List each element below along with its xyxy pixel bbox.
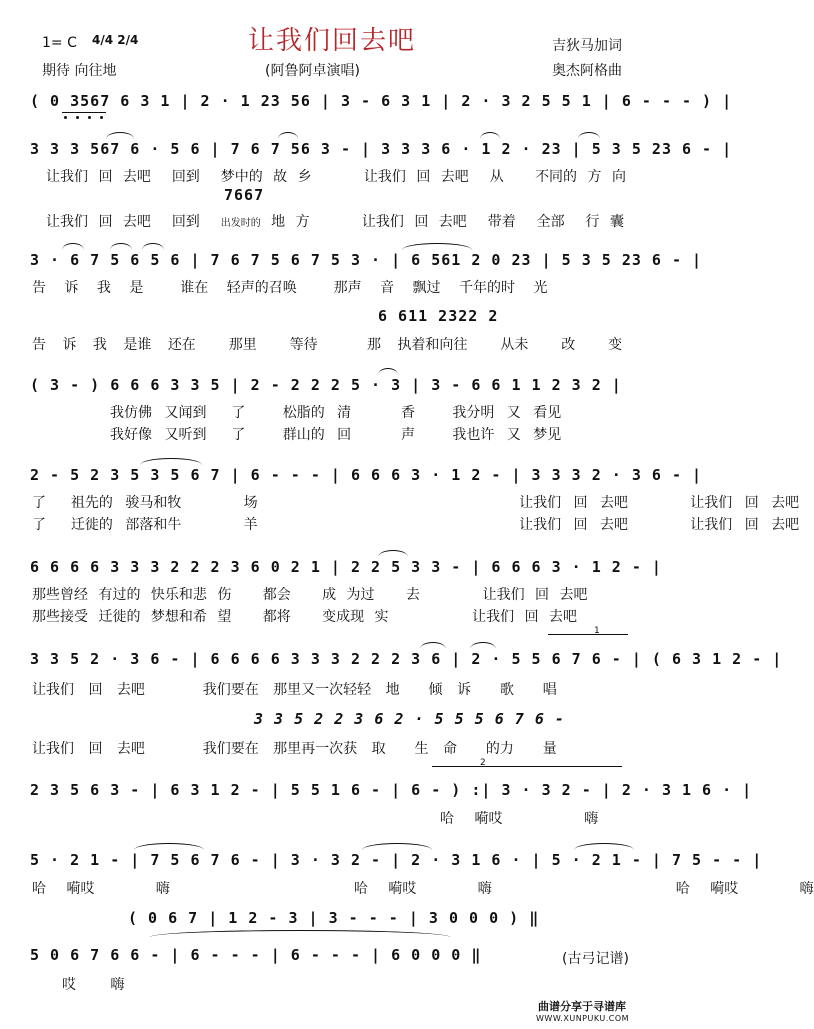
slur <box>140 458 202 465</box>
slur <box>106 132 134 139</box>
alt-notes-line-6: 3 3 5 2 2 3 6 2 · 5 5 5 6 7 6 - <box>254 710 565 728</box>
lyrics-line-3-verse-2: 我好像 又听到 了 群山的 回 声 我也许 又 梦见 <box>110 427 562 443</box>
lyrics-line-1-verse-2: 让我们 回 去吧 回到 出发时的 地 方 让我们 回 去吧 带着 全部 行 囊 <box>46 214 624 230</box>
octave-dot <box>64 116 67 119</box>
lyrics-line-4-verse-1: 了 祖先的 骏马和牧 场 让我们 回 去吧 让我们 回 去吧 <box>32 495 800 511</box>
octave-dot <box>76 116 79 119</box>
lyrics-line-3-verse-1: 我仿佛 又闻到 了 松脂的 清 香 我分明 又 看见 <box>110 405 562 421</box>
lyrics-line-8: 哈 嗬哎 嗨 哈 嗬哎 嗨 哈 嗬哎 嗨 <box>32 881 814 897</box>
intro-notes: ( 0 3567 6 3 1 | 2 · 1 23 56 | 3 - 6 3 1 | 2 · 3 2 5 5 1 | 6 - - - ) | <box>30 92 733 110</box>
composer: 奥杰阿格曲 <box>552 63 622 79</box>
octave-dot <box>88 116 91 119</box>
melody-line-7: 2 3 5 6 3 - | 6 3 1 2 - | 5 5 1 6 - | 6 - ) :| 3 · 3 2 - | 2 · 3 1 6 · | <box>30 781 753 799</box>
melody-line-5: 6 6 6 6 3 3 3 2 2 2 3 6 0 2 1 | 2 2 5 3 3 - | 6 6 6 3 · 1 2 - | <box>30 558 662 576</box>
slur <box>378 368 398 375</box>
melody-line-8: 5 · 2 1 - | 7 5 6 7 6 - | 3 · 3 2 - | 2 · 3 1 6 · | 5 · 2 1 - | 7 5 - - | <box>30 851 763 869</box>
slur <box>578 132 600 139</box>
volta-number-2: 2 <box>480 758 486 768</box>
lyrics-line-5-verse-1: 那些曾经 有过的 快乐和悲 伤 都会 成 为过 去 让我们 回 去吧 <box>32 587 588 603</box>
tie <box>150 930 450 937</box>
slur <box>142 243 164 250</box>
lyrics-line-7: 哈 嗬哎 嗨 <box>440 811 599 827</box>
footer-site: 曲谱分享于寻谱库 <box>538 1000 626 1013</box>
slur <box>110 243 132 250</box>
beam <box>62 112 106 113</box>
key-signature: 1= C <box>42 35 77 51</box>
melody-line-9-upper: ( 0 6 7 | 1 2 - 3 | 3 - - - | 3 0 0 0 ) ‖ <box>128 909 540 927</box>
lyrics-line-9: 哎 嗨 <box>62 977 125 993</box>
lyrics-line-1-verse-1: 让我们 回 去吧 回到 梦中的 故 乡 让我们 回 去吧 从 不同的 方 向 <box>46 169 626 185</box>
tempo-marking: 期待 向往地 <box>42 63 117 79</box>
slur <box>480 132 500 139</box>
melody-line-6: 3 3 5 2 · 3 6 - | 6 6 6 6 3 3 3 2 2 2 3 6 | 2 · 5 5 6 7 6 - | ( 6 3 1 2 - | <box>30 650 783 668</box>
lyrics-line-4-verse-2: 了 迁徙的 部落和牛 羊 让我们 回 去吧 让我们 回 去吧 <box>32 517 800 533</box>
melody-line-3: ( 3 - ) 6 6 6 3 3 5 | 2 - 2 2 2 5 · 3 | 3 - 6 6 1 1 2 3 2 | <box>30 376 622 394</box>
melody-line-2: 3 · 6 7 5 6 5 6 | 7 6 7 5 6 7 5 3 · | 6 561 2 0 23 | 5 3 5 23 6 - | <box>30 251 703 269</box>
song-title: 让我们回去吧 <box>248 26 417 56</box>
melody-line-1: 3 3 3 567 6 · 5 6 | 7 6 7 56 3 - | 3 3 3 6 · 1 2 · 23 | 5 3 5 23 6 - | <box>30 140 733 158</box>
slur <box>62 243 84 250</box>
lyrics-line-6-verse-1: 让我们 回 去吧 我们要在 那里又一次轻轻 地 倾 诉 歌 唱 <box>32 682 557 698</box>
alt-notes-line-1: 7667 <box>224 186 265 204</box>
slur <box>134 843 204 850</box>
singer: (阿鲁阿卓演唱) <box>265 63 360 79</box>
alt-notes-line-2: 6 611 2322 2 <box>378 307 499 325</box>
slur <box>378 550 408 557</box>
transcriber-note: (古弓记谱) <box>562 951 629 967</box>
volta-number-1: 1 <box>594 626 600 636</box>
octave-dot <box>100 116 103 119</box>
lyrics-line-2-verse-1: 告 诉 我 是 谁在 轻声的召唤 那声 音 飘过 千年的时 光 <box>32 280 548 296</box>
slur <box>278 132 298 139</box>
volta-bracket-1 <box>548 634 628 635</box>
lyrics-line-2-verse-2: 告 诉 我 是谁 还在 那里 等待 那 执着和向往 从未 改 变 <box>32 337 623 353</box>
slur <box>402 243 472 250</box>
melody-line-9: 5 0 6 7 6 6 - | 6 - - - | 6 - - - | 6 0 0 0 ‖ <box>30 946 482 964</box>
lyrics-line-6-verse-2: 让我们 回 去吧 我们要在 那里再一次获 取 生 命 的力 量 <box>32 741 557 757</box>
lyricist: 吉狄马加词 <box>552 38 622 54</box>
slur <box>420 642 446 649</box>
lyrics-line-5-verse-2: 那些接受 迁徙的 梦想和希 望 都将 变成现 实 让我们 回 去吧 <box>32 609 578 625</box>
slur <box>470 642 496 649</box>
time-signature: 4/4 2/4 <box>92 33 139 47</box>
slur <box>362 843 432 850</box>
melody-line-4: 2 - 5 2 3 5 3 5 6 7 | 6 - - - | 6 6 6 3 · 1 2 - | 3 3 3 2 · 3 6 - | <box>30 466 703 484</box>
slur <box>574 843 634 850</box>
volta-bracket-2 <box>432 766 622 767</box>
footer-url[interactable]: WWW.XUNPUKU.COM <box>536 1014 630 1023</box>
